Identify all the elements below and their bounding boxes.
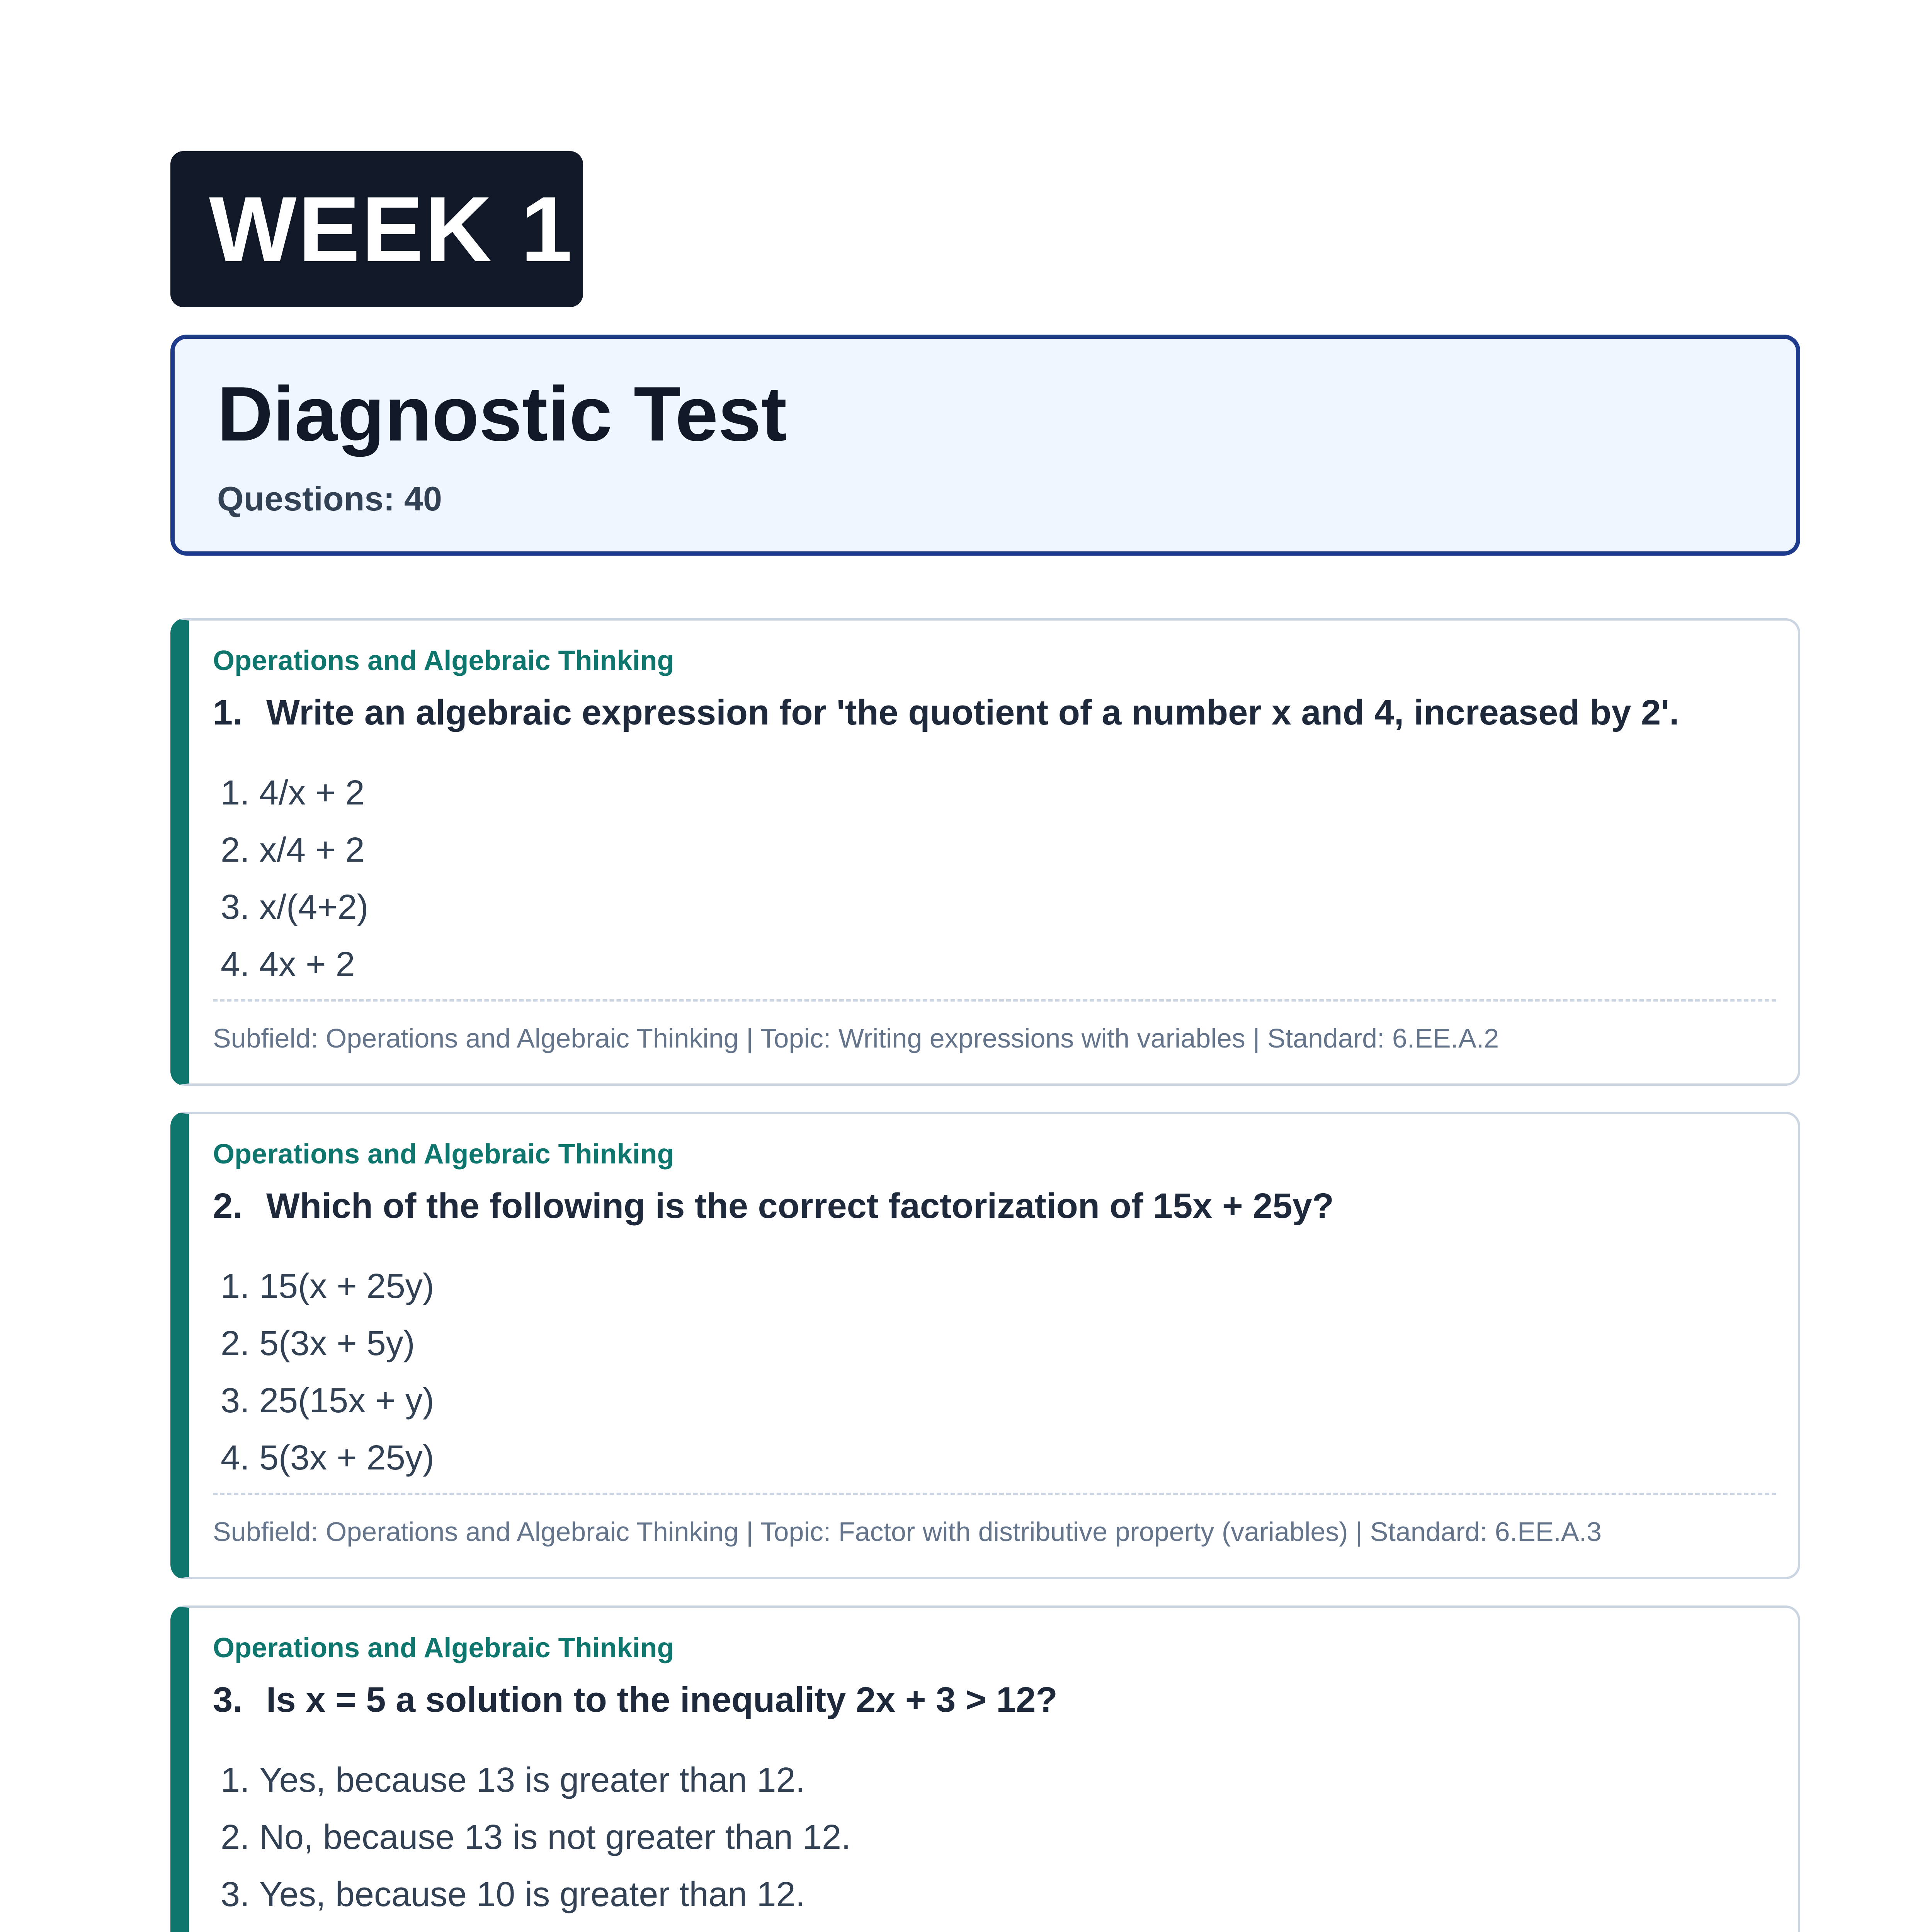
question-subfield: Operations and Algebraic Thinking (213, 1139, 674, 1170)
option-number: 3. (221, 1875, 250, 1914)
question-card (170, 618, 1800, 1086)
week-badge: WEEK 1 (170, 151, 583, 307)
option-number: 1. (221, 774, 250, 812)
test-title: Diagnostic Test (217, 371, 787, 457)
question-subfield: Operations and Algebraic Thinking (213, 1633, 674, 1663)
answer-option[interactable] (221, 1809, 851, 1866)
answer-option[interactable] (221, 1315, 434, 1372)
question-text: Write an algebraic expression for 'the quotient of a number x and 4, increased by 2'. (266, 693, 1679, 732)
option-text: 25(15x + y) (259, 1381, 434, 1420)
answer-option[interactable] (221, 1866, 851, 1923)
option-text: 4x + 2 (259, 945, 355, 984)
question-text: Which of the following is the correct factorization of 15x + 25y? (266, 1186, 1334, 1226)
option-text: 4/x + 2 (259, 774, 365, 812)
question-card (170, 1605, 1800, 1932)
option-number: 3. (221, 1381, 250, 1420)
answer-options (221, 764, 369, 993)
question-metadata: Subfield: Operations and Algebraic Thinking | Topic: Factor with distributive property (variables) | Standard: 6.EE.A.3 (213, 1517, 1602, 1547)
option-text: x/(4+2) (259, 888, 369, 927)
dashed-divider (213, 999, 1776, 1002)
question-number: 2. (213, 1186, 243, 1226)
option-number: 2. (221, 1818, 250, 1857)
answer-option[interactable] (221, 1752, 851, 1809)
test-title-card (170, 335, 1800, 556)
answer-options (221, 1258, 434, 1486)
option-text: 15(x + 25y) (259, 1267, 434, 1306)
answer-option[interactable] (221, 1258, 434, 1315)
question-card (170, 1112, 1800, 1579)
answer-option[interactable] (221, 1429, 434, 1486)
option-text: 5(3x + 25y) (259, 1439, 434, 1477)
question-count: Questions: 40 (217, 480, 442, 518)
answer-option[interactable] (221, 879, 369, 936)
question-number: 1. (213, 693, 243, 732)
option-number: 1. (221, 1267, 250, 1306)
answer-option[interactable] (221, 1372, 434, 1429)
question-number: 3. (213, 1680, 243, 1719)
dashed-divider (213, 1493, 1776, 1495)
question-prompt (213, 1682, 1058, 1718)
option-number: 3. (221, 888, 250, 927)
option-number: 4. (221, 1439, 250, 1477)
answer-option[interactable] (221, 764, 369, 821)
question-prompt (213, 1188, 1334, 1224)
answer-option[interactable] (221, 1923, 851, 1932)
answer-option[interactable] (221, 936, 369, 993)
question-prompt (213, 695, 1679, 730)
answer-option[interactable] (221, 821, 369, 879)
answer-options (221, 1752, 851, 1932)
question-metadata: Subfield: Operations and Algebraic Thinking | Topic: Writing expressions with variables | Standard: 6.EE.A.2 (213, 1023, 1499, 1053)
question-subfield: Operations and Algebraic Thinking (213, 645, 674, 676)
option-text: Yes, because 10 is greater than 12. (259, 1875, 805, 1914)
option-number: 4. (221, 945, 250, 984)
option-number: 2. (221, 1324, 250, 1363)
option-text: No, because 13 is not greater than 12. (259, 1818, 851, 1857)
question-text: Is x = 5 a solution to the inequality 2x + 3 > 12? (266, 1680, 1058, 1719)
option-number: 2. (221, 831, 250, 869)
option-text: Yes, because 13 is greater than 12. (259, 1761, 805, 1799)
option-number: 1. (221, 1761, 250, 1799)
option-text: x/4 + 2 (259, 831, 365, 869)
option-text: 5(3x + 5y) (259, 1324, 415, 1363)
option-number (221, 1923, 259, 1932)
